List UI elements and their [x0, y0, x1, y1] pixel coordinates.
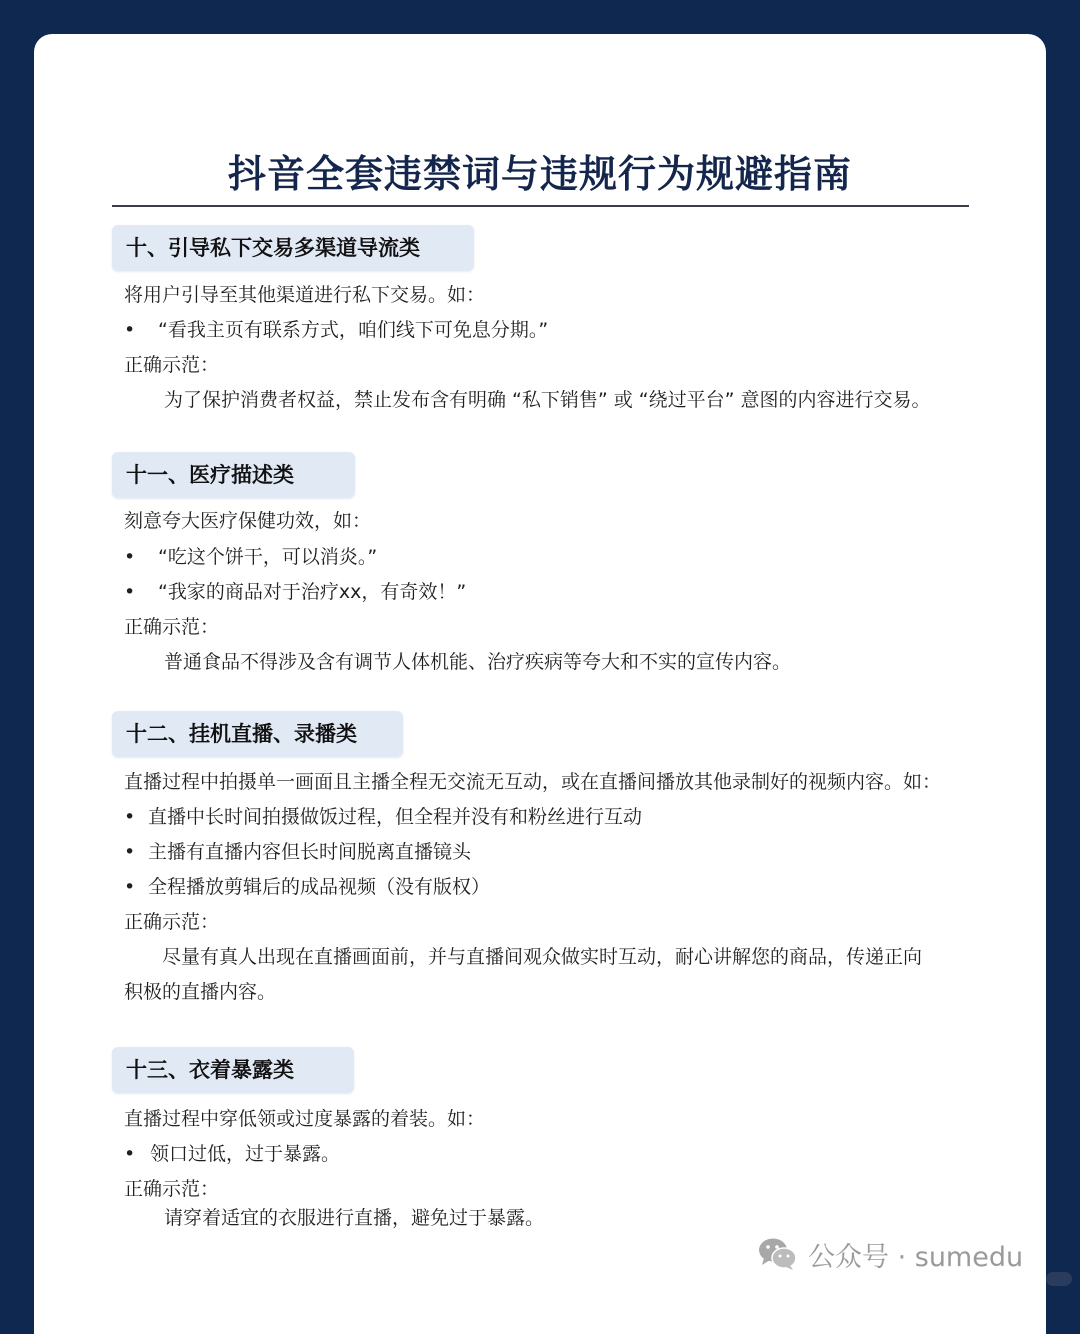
section-heading-11: 十一、医疗描述类 [112, 452, 355, 498]
correct-example-text: 请穿着适宜的衣服进行直播，避免过于暴露。 [164, 1207, 545, 1229]
page-title: 抖音全套违禁词与违规行为规避指南 [227, 152, 852, 196]
bullet-item: 直播中长时间拍摄做饭过程，但全程并没有和粉丝进行互动 [148, 806, 643, 828]
section-intro-13: 直播过程中穿低领或过度暴露的着装。如： [124, 1108, 486, 1130]
section-heading-13: 十三、衣着暴露类 [112, 1047, 354, 1093]
section-heading-12: 十二、挂机直播、录播类 [112, 711, 403, 757]
watermark-text: 公众号 · sumedu [808, 1241, 1024, 1273]
correct-example-text: 为了保护消费者权益，禁止发布含有明确 “私下销售” 或 “绕过平台” 意图的内容进行交易。 [164, 389, 931, 411]
wechat-icon [758, 1237, 798, 1271]
bullet-marker: • [124, 876, 136, 898]
section-intro-11: 刻意夸大医疗保健功效，如： [124, 510, 372, 532]
bullet-marker: • [124, 1143, 136, 1165]
bullet-marker: • [124, 319, 136, 341]
correct-example-text-cont: 积极的直播内容。 [124, 981, 277, 1003]
bullet-marker: • [124, 546, 136, 568]
bullet-marker: • [124, 841, 136, 863]
bullet-item: “我家的商品对于治疗xx，有奇效！” [158, 581, 467, 603]
section-intro-10: 将用户引导至其他渠道进行私下交易。如： [124, 284, 486, 306]
correct-example-text: 尽量有真人出现在直播画面前，并与直播间观众做实时互动，耐心讲解您的商品，传递正向 [162, 946, 923, 968]
section-heading-10: 十、引导私下交易多渠道导流类 [112, 225, 474, 271]
correct-example-text: 普通食品不得涉及含有调节人体机能、治疗疾病等夸大和不实的宣传内容。 [164, 651, 792, 673]
bullet-item: 领口过低，过于暴露。 [150, 1143, 341, 1165]
section-intro-12: 直播过程中拍摄单一画面且主播全程无交流无互动，或在直播间播放其他录制好的视频内容。如： [124, 771, 942, 793]
correct-example-label: 正确示范： [124, 1178, 220, 1200]
bullet-marker: • [124, 806, 136, 828]
edge-badge [1046, 1272, 1072, 1286]
watermark [758, 1234, 1023, 1274]
correct-example-label: 正确示范： [124, 616, 220, 638]
bullet-marker: • [124, 581, 136, 603]
bullet-item: 主播有直播内容但长时间脱离直播镜头 [148, 841, 472, 863]
bullet-item: “看我主页有联系方式，咱们线下可免息分期。” [158, 319, 549, 341]
bullet-item: 全程播放剪辑后的成品视频（没有版权） [148, 876, 491, 898]
correct-example-label: 正确示范： [124, 354, 220, 376]
title-divider [112, 205, 969, 207]
correct-example-label: 正确示范： [124, 911, 220, 933]
bullet-item: “吃这个饼干，可以消炎。” [158, 546, 378, 568]
